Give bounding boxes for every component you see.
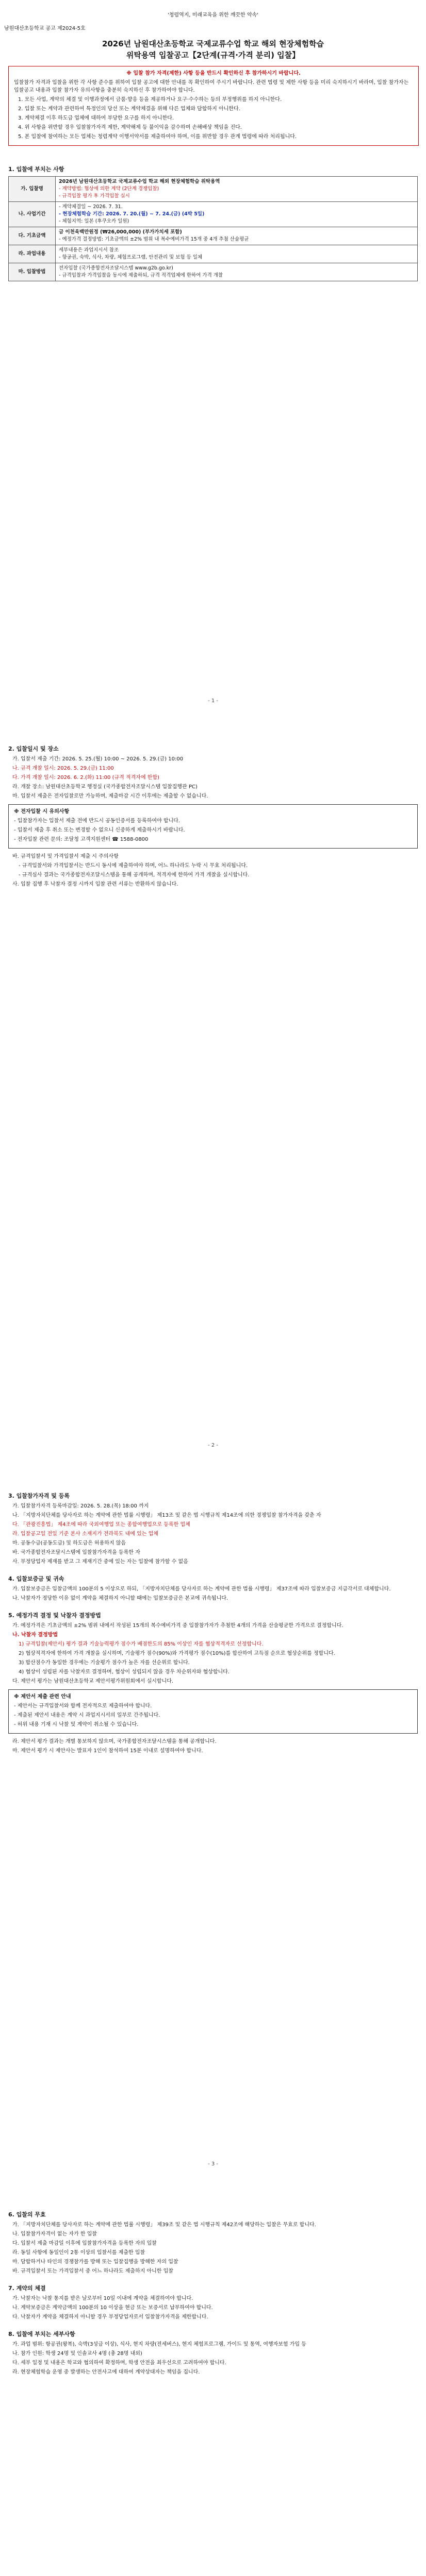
row-label: 다. 기초금액 xyxy=(9,227,56,245)
section-6-heading: 6. 입찰의 무효 xyxy=(8,2211,46,2218)
row-value xyxy=(56,245,418,263)
row-label: 가. 입찰명 xyxy=(9,177,56,202)
section-line: 사. 입찰 집행 후 낙찰자 결정 시까지 입찰 관련 서류는 반환하지 않습니다. xyxy=(12,882,178,887)
section-line: 다. 「관광진흥법」 제4조에 따라 국외여행업 또는 종합여행업으로 등록한 업체 xyxy=(12,1522,190,1528)
motto: '청렴역지, 미래교육을 위한 깨끗한 약속' xyxy=(168,12,258,18)
section-5-heading: 5. 예정가격 결정 및 낙찰자 결정방법 xyxy=(8,1612,101,1619)
section-line: 가. 과업 범위: 항공권(왕복), 숙박(3성급 이상), 식사, 현지 차량(전세버스), 현지 체험프로그램, 가이드 및 통역, 여행자보험 가입 등 xyxy=(12,2342,306,2347)
section-line: 라. 개찰 장소: 남원대산초등학교 행정실 (국가종합전자조달시스템 입찰집행관 PC) xyxy=(12,784,198,790)
section-line: 가. 예정가격은 기초금액의 ±2% 범위 내에서 작성된 15개의 복수예비가격 중 입찰참가자가 추첨한 4개의 가격을 산술평균한 가격으로 결정합니다. xyxy=(12,1623,343,1629)
notice-number: 남원대산초등학교 공고 제2024-5호 xyxy=(4,26,86,31)
page-4 xyxy=(0,2210,426,2378)
section-line: 마. 입찰서 제출은 전자입찰로만 가능하며, 제출마감 시간 이후에는 제출할 수 없습니다. xyxy=(12,793,208,799)
section-line: 바. 규격입찰서 또는 가격입찰서 중 어느 하나라도 제출하지 아니한 입찰 xyxy=(12,2268,173,2274)
note-line: ※ 전자입찰 시 유의사항 xyxy=(14,809,70,815)
section-3-heading: 3. 입찰참가자격 및 등록 xyxy=(8,1493,70,1499)
table-row xyxy=(9,245,418,263)
page-number: - 1 - xyxy=(208,698,218,704)
row-line: 2026년 남원대산초등학교 국제교류수업 학교 해외 현장체험학습 위탁용역 xyxy=(59,179,220,184)
note-line: - 허위 내용 기재 시 낙찰 및 계약이 취소될 수 있습니다. xyxy=(14,1722,139,1727)
row-label: 라. 과업내용 xyxy=(9,245,56,263)
section-line: 라. 입찰공고일 전일 기준 본사 소재지가 전라북도 내에 있는 업체 xyxy=(12,1531,158,1537)
section-line: 다. 낙찰자가 계약을 체결하지 아니할 경우 부정당업자로서 입찰참가자격을 제한합니다. xyxy=(12,2314,208,2320)
note-box xyxy=(8,1689,418,1734)
intro-text: 입찰참가 자격과 입찰을 위한 각 사항 준수를 위하여 입찰 공고에 대한 안내를 꼭 확인하여 주시기 바랍니다. 관련 법령 및 제한 사항 등을 미리 숙지하시기 바라며, 입찰 참가자는 입찰공고 내용과 입찰 참가자 유의사항을 충분히 숙지하신 후 참가하여야 합니다. xyxy=(14,80,409,93)
section-line: 라. 제안서 평가 결과는 개별 통보하지 않으며, 국가종합전자조달시스템을 통해 공개합니다. xyxy=(12,1739,217,1744)
note-line: - 제안서는 규격입찰서와 함께 전자적으로 제출하여야 합니다. xyxy=(14,1703,152,1709)
section-line: 다. 제안서 평가는 남원대산초등학교 제안서평가위원회에서 실시합니다. xyxy=(12,1679,174,1684)
document-title xyxy=(0,38,426,61)
table-row xyxy=(9,177,418,202)
section-line: 나. 계약보증금은 계약금액의 100분의 10 이상을 현금 또는 보증서로 납부하여야 합니다. xyxy=(12,2305,213,2311)
section-line: 3) 합산점수가 동일한 경우에는 기술평가 점수가 높은 자를 선순위로 합니다. xyxy=(19,1660,190,1666)
title-line-1: 2026년 남원대산초등학교 국제교류수업 학교 해외 현장체험학습 xyxy=(102,39,324,48)
section-line: 바. 국가종합전자조달시스템에 입찰참가자격을 등록한 자 xyxy=(12,1550,140,1555)
section-line: 다. 입찰서 제출 마감일 이후에 입찰참가자격을 등록한 자의 입찰 xyxy=(12,2241,157,2246)
section-line: 사. 부정당업자 제재를 받고 그 제재기간 중에 있는 자는 입찰에 참가할 수 없음 xyxy=(12,1559,188,1565)
table-row xyxy=(9,263,418,281)
table-row xyxy=(9,202,418,227)
row-line: - 예정가격 결정방법: 기초금액의 ±2% 범위 내 복수예비가격 15개 중 4개 추첨 산술평균 xyxy=(59,236,249,242)
section-7-heading: 7. 계약의 체결 xyxy=(8,2285,46,2292)
note-line: - 전자입찰 관련 문의: 조달청 고객지원센터 ☎ 1588-0800 xyxy=(14,837,149,842)
page-2 xyxy=(0,744,426,890)
section-line: 라. 동일 사항에 동일인이 2통 이상의 입찰서를 제출한 입찰 xyxy=(12,2250,145,2256)
section-line: 2) 협상적격자에 한하여 가격 개찰을 실시하며, 기술평가 점수(90%)와 가격평가 점수(10%)를 합산하여 고득점 순으로 협상순위를 정합니다. xyxy=(19,1651,335,1656)
section-line: 나. 규격 개찰 일시: 2026. 5. 29.(금) 11:00 xyxy=(12,766,114,771)
note-box xyxy=(8,804,418,849)
row-value xyxy=(56,227,418,245)
page-number: - 3 - xyxy=(208,2161,218,2167)
section-line: 나. 참가 인원: 학생 24명 및 인솔교사 4명 (총 28명 내외) xyxy=(12,2351,142,2357)
section-line: 나. 입찰참가자격이 없는 자가 한 입찰 xyxy=(12,2231,97,2237)
page-1 xyxy=(0,10,426,278)
note-line: - 입찰참가자는 입찰서 제출 전에 반드시 공동인증서를 등록하여야 합니다. xyxy=(14,818,181,824)
section-line: 라. 현장체험학습 운영 중 발생하는 안전사고에 대하여 계약상대자는 책임을 집니다. xyxy=(12,2369,200,2375)
section-2-heading: 2. 입찰일시 및 장소 xyxy=(8,745,59,752)
section-line: 가. 입찰서 제출 기간: 2026. 5. 25.(월) 10:00 ~ 2026. 5. 29.(금) 10:00 xyxy=(12,756,184,762)
row-line: - 계약체결일 ~ 2026. 7. 31. xyxy=(59,204,123,210)
section-line: 가. 「지방자치단체를 당사자로 하는 계약에 관한 법률 시행령」 제39조 및 같은 법 시행규칙 제42조에 해당하는 입찰은 무효로 합니다. xyxy=(12,2222,316,2228)
section-line: 다. 가격 개찰 일시: 2026. 6. 2.(화) 11:00 (규격 적격자에 한함) xyxy=(12,775,160,781)
row-line: - 항공권, 숙박, 식사, 차량, 체험프로그램, 안전관리 및 보험 등 일체 xyxy=(59,255,203,260)
section-line: 4) 협상이 성립된 자를 낙찰자로 결정하며, 협상이 성립되지 않을 경우 차순위자와 협상합니다. xyxy=(19,1669,230,1675)
section-line: 바. 규격입찰서 및 가격입찰서 제출 시 주의사항 xyxy=(12,854,119,859)
intro-item: 2. 입찰 또는 계약과 관련하여 특정인의 당선 또는 계약체결을 위해 다른 업체와 담합하지 아니한다. xyxy=(18,106,240,112)
intro-item: 4. 위 사항을 위반할 경우 입찰참가자격 제한, 계약해제 등 불이익을 감수하며 손해배상 책임을 진다. xyxy=(18,125,242,130)
section-line: 마. 제안서 평가 시 제안사는 발표자 1인이 참석하여 15분 이내로 설명하여야 합니다. xyxy=(12,1748,203,1754)
intro-item: 1. 모든 사업, 계약의 체결 및 이행과정에서 금품·향응 등을 제공하거나 요구·수수하는 등의 부정행위를 하지 아니한다. xyxy=(18,97,282,103)
section-line: 1) 규격입찰(제안서) 평가 결과 기술능력평가 점수가 배점한도의 85% 이상인 자를 협상적격자로 선정합니다. xyxy=(19,1641,264,1647)
intro-item: 5. 본 입찰에 참여하는 모든 업체는 청렴계약 이행서약서를 제출하여야 하며, 이를 위반할 경우 관계 법령에 따라 처리됩니다. xyxy=(18,134,297,140)
section-line: 가. 입찰참가자격 등록마감일: 2026. 5. 28.(목) 18:00 까지 xyxy=(12,1503,149,1509)
note-line: - 제출된 제안서 내용은 계약 시 과업지시서의 일부로 간주됩니다. xyxy=(14,1713,160,1718)
row-line: 세부내용은 과업지시서 참조 xyxy=(59,247,119,253)
row-line: - 규격입찰과 가격입찰을 동시에 제출하되, 규격 적격업체에 한하여 가격 개찰 xyxy=(59,273,223,278)
row-label: 마. 입찰방법 xyxy=(9,263,56,281)
section-line: - 규격입찰서와 가격입찰서는 반드시 동시에 제출하여야 하며, 어느 하나라도 누락 시 무효 처리됩니다. xyxy=(19,863,248,869)
note-line: - 입찰서 제출 후 취소 또는 변경할 수 없으니 신중하게 제출하시기 바랍니다. xyxy=(14,827,185,833)
row-line: - 현장체험학습 기간: 2026. 7. 20.(월) ~ 7. 24.(금) (4박 5일) xyxy=(59,211,205,217)
table-row xyxy=(9,227,418,245)
section-line: 마. 공동수급(공동도급) 및 하도급은 허용하지 않음 xyxy=(12,1540,126,1546)
section-line: 마. 담합하거나 타인의 경쟁참가를 방해 또는 입찰집행을 방해한 자의 입찰 xyxy=(12,2259,178,2265)
page-number: - 2 - xyxy=(208,1443,218,1448)
page-3 xyxy=(0,1492,426,1756)
section-line: 나. 낙찰자가 정당한 이유 없이 계약을 체결하지 아니할 때에는 입찰보증금은 본교에 귀속됩니다. xyxy=(12,1596,228,1601)
row-line: 전자입찰 (국가종합전자조달시스템 www.g2b.go.kr) xyxy=(59,265,173,271)
warning-box xyxy=(8,66,419,146)
row-line: - 체험지역: 일본 (후쿠오카 일원) xyxy=(59,218,129,224)
row-value xyxy=(56,177,418,202)
section-line: 나. 「지방자치단체를 당사자로 하는 계약에 관한 법률 시행령」 제13조 및 같은 법 시행규칙 제14조에 의한 경쟁입찰 참가자격을 갖춘 자 xyxy=(12,1513,321,1518)
section-line: - 규격심사 결과는 국가종합전자조달시스템을 통해 공개하며, 적격자에 한하여 가격 개찰을 실시합니다. xyxy=(19,872,250,878)
note-line: ※ 제안서 제출 관련 안내 xyxy=(14,1694,71,1700)
section-line: 가. 낙찰자는 낙찰 통지를 받은 날로부터 10일 이내에 계약을 체결하여야 합니다. xyxy=(12,2296,193,2301)
row-line: 금 이천육백만원정 (₩26,000,000) (부가가치세 포함) xyxy=(59,229,182,235)
section-1-heading: 1. 입찰에 부치는 사항 xyxy=(8,166,64,173)
section-line: 다. 세부 일정 및 내용은 학교와 협의하여 확정하며, 학생 안전을 최우선으로 고려하여야 합니다. xyxy=(12,2360,226,2366)
row-value xyxy=(56,263,418,281)
section-line: 나. 낙찰자 결정방법 xyxy=(12,1632,58,1638)
row-value xyxy=(56,202,418,227)
row-line: - 규격입찰 평가 후 가격입찰 실시 xyxy=(59,193,130,199)
warning-text: ※ 입찰 참가 자격(제한) 사항 등을 반드시 확인하신 후 참가하시기 바랍니다. xyxy=(126,71,301,76)
title-line-2: 위탁용역 입찰공고【2단계(규격·가격 분리) 입찰】 xyxy=(126,50,300,60)
row-line: - 계약방법: 협상에 의한 계약 (2단계 경쟁입찰) xyxy=(59,186,159,192)
section-line: 가. 입찰보증금은 입찰금액의 100분의 5 이상으로 하되, 「지방자치단체를 당사자로 하는 계약에 관한 법률 시행령」 제37조에 따라 입찰보증금 지급각서로 대체합니다. xyxy=(12,1586,391,1592)
section-8-heading: 8. 입찰에 부치는 세부사항 xyxy=(8,2331,75,2337)
row-label: 나. 사업기간 xyxy=(9,202,56,227)
bid-info-table xyxy=(8,176,418,281)
section-4-heading: 4. 입찰보증금 및 귀속 xyxy=(8,1575,64,1582)
intro-item: 3. 계약체결 이후 하도급 업체에 대하여 부당한 요구를 하지 아니한다. xyxy=(18,115,174,121)
